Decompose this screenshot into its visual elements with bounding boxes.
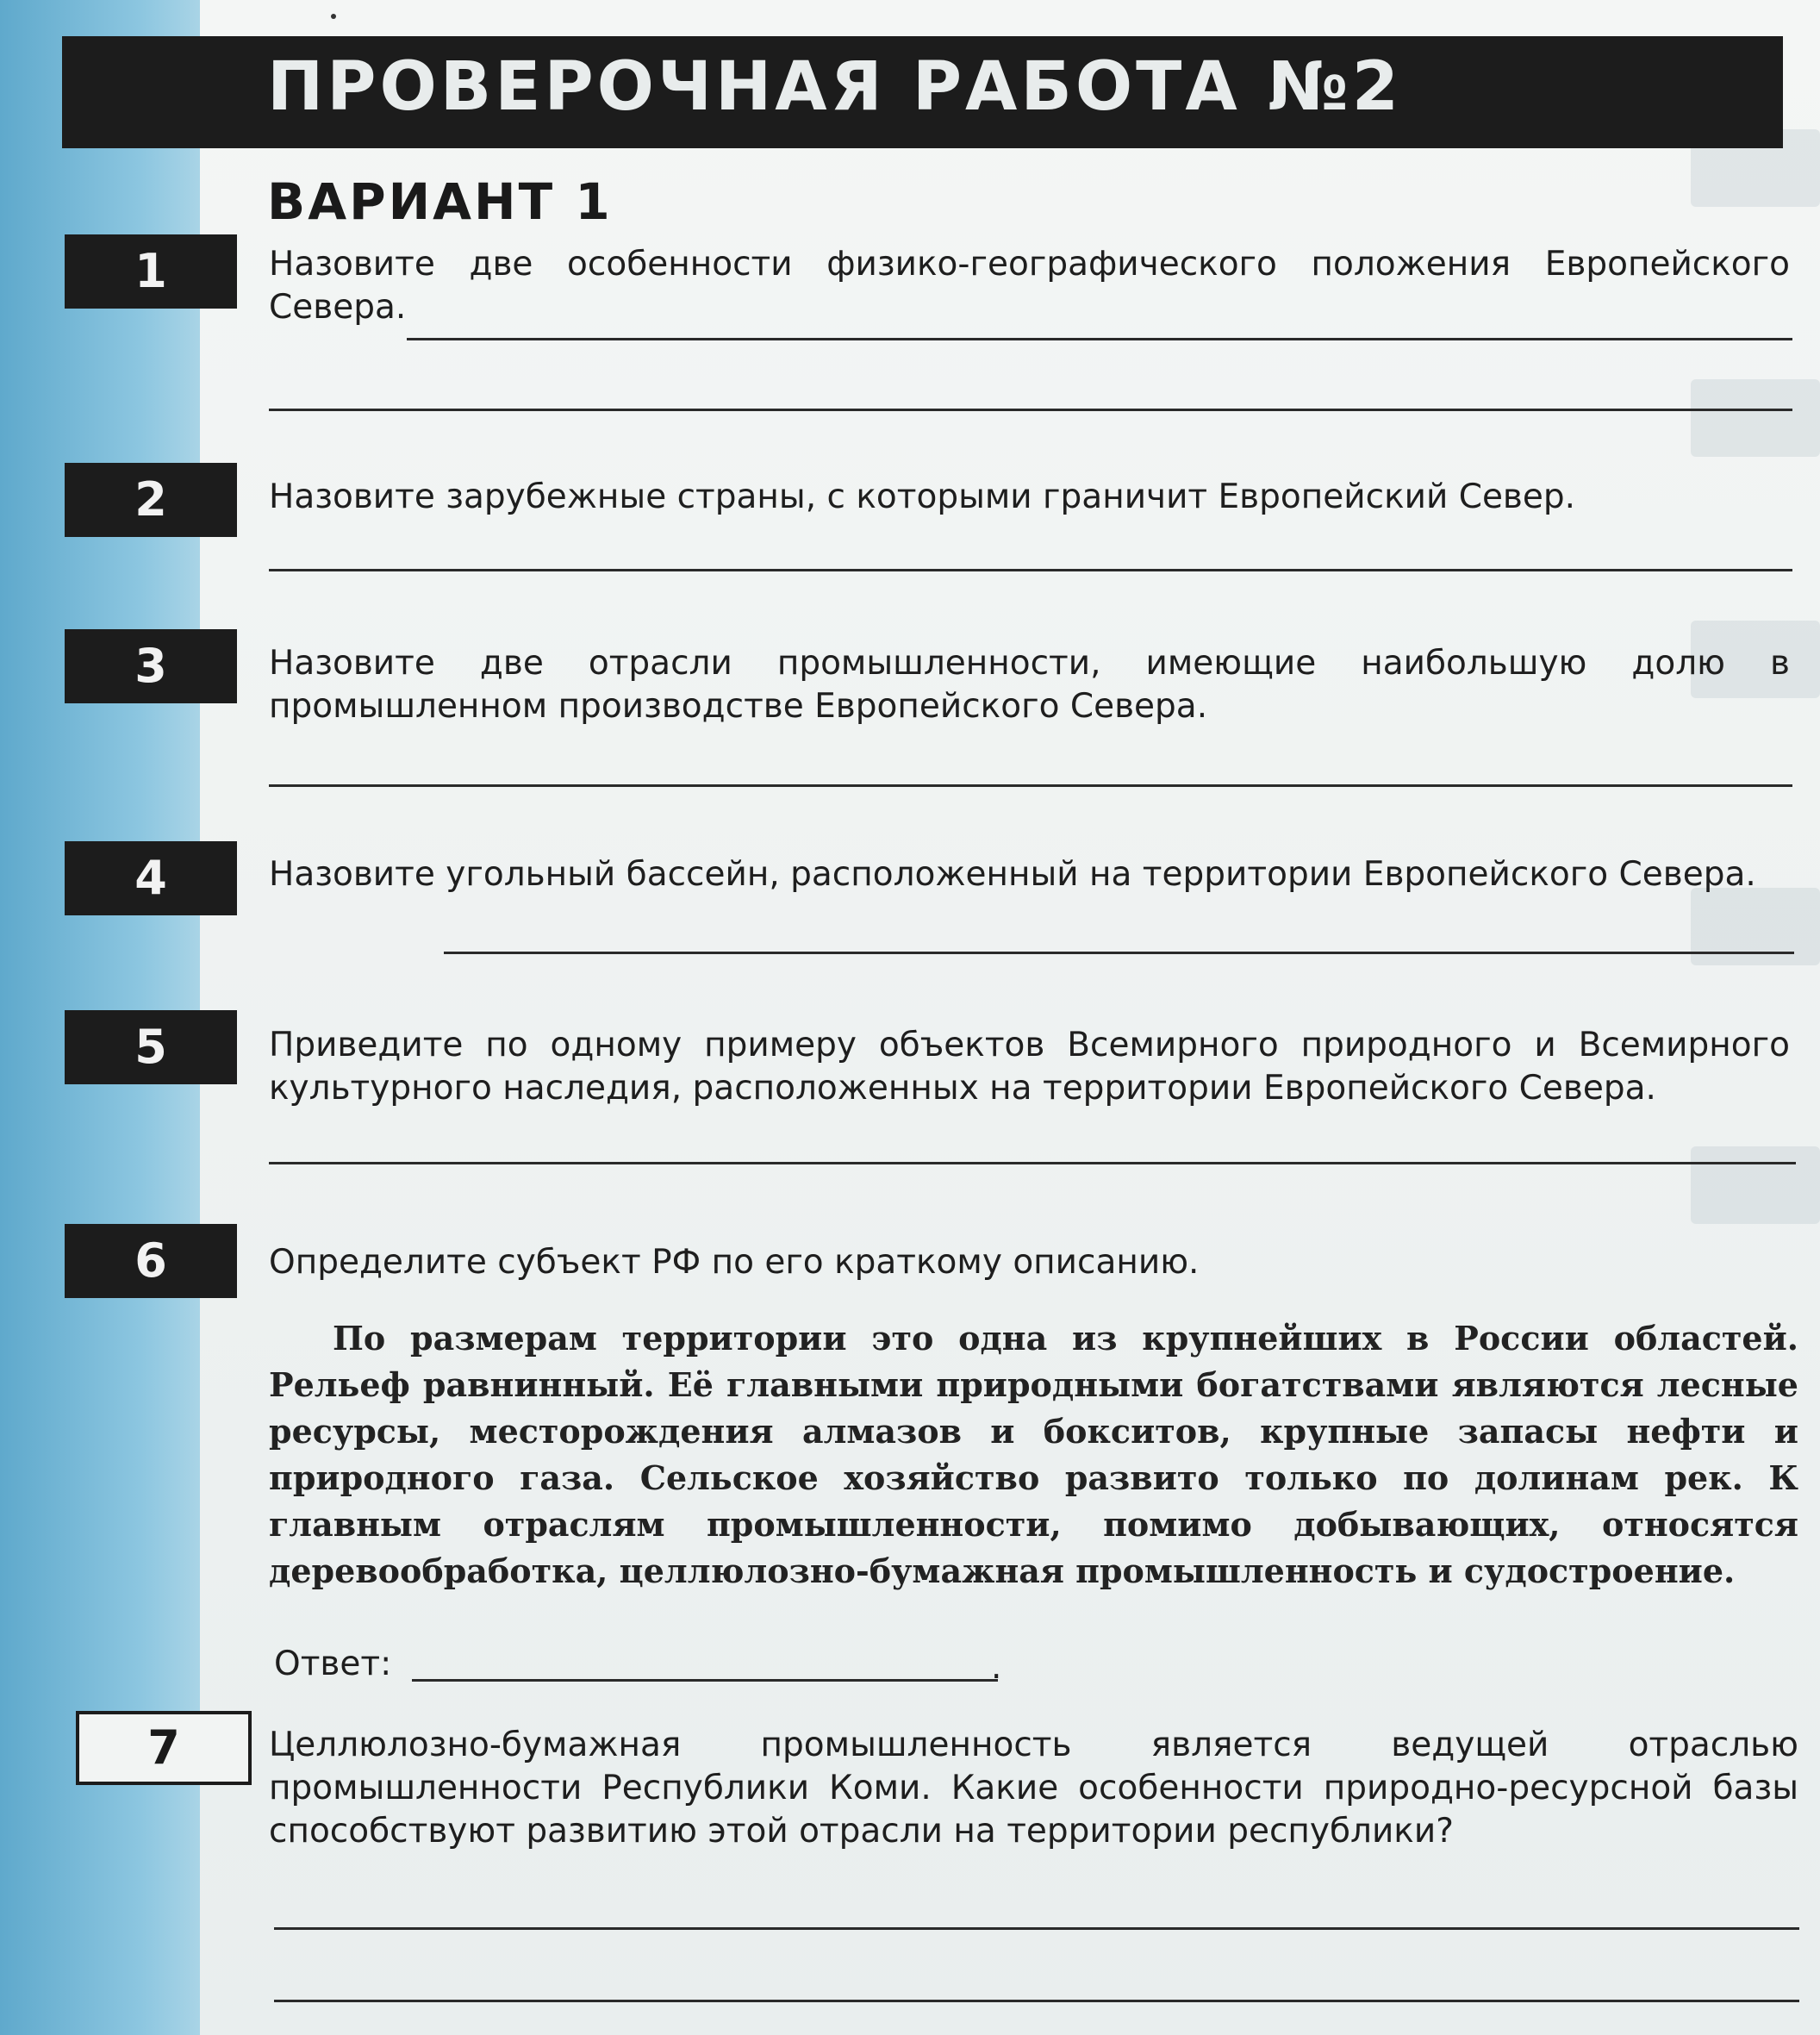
answer-line[interactable] — [444, 952, 1794, 954]
ink-dot — [331, 14, 336, 19]
answer-label: Ответ: — [274, 1645, 392, 1683]
question-text: Назовите зарубежные страны, с которыми граничит Европейский Север. — [269, 478, 1576, 516]
question-text: Определите субъект РФ по его краткому описанию. — [269, 1243, 1200, 1282]
question-number-badge: 2 — [65, 463, 237, 537]
bleed-through-box — [1691, 1146, 1820, 1224]
answer-period: . — [991, 1648, 1002, 1687]
question-number-badge: 3 — [65, 629, 237, 703]
answer-line[interactable] — [269, 784, 1792, 787]
answer-line[interactable] — [274, 1927, 1799, 1930]
variant-heading: ВАРИАНТ 1 — [267, 172, 613, 231]
answer-line[interactable] — [274, 2000, 1799, 2002]
question-text: Приведите по одному примеру объектов Всемирного природного и Всемирного культурного наследия, расположенных на территории Европейского Севера. — [269, 1026, 1790, 1108]
question-number-badge: 7 — [76, 1711, 252, 1785]
answer-line[interactable] — [407, 338, 1792, 340]
answer-line[interactable] — [269, 569, 1792, 571]
question-text: Целлюлозно-бумажная промышленность является ведущей отраслью промышленности Республики Коми. Какие особенности природно-ресурсной базы способствуют развитию этой отрасли на территории республики? — [269, 1726, 1798, 1851]
question-number-badge: 1 — [65, 234, 237, 309]
question-number-badge: 5 — [65, 1010, 237, 1084]
answer-line[interactable] — [269, 409, 1792, 411]
question-text: Назовите угольный бассейн, расположенный на территории Европейского Севера. — [269, 855, 1756, 894]
question-number-badge: 6 — [65, 1224, 237, 1298]
bleed-through-box — [1691, 379, 1820, 457]
question-number-badge: 4 — [65, 841, 237, 915]
answer-line[interactable] — [269, 1162, 1796, 1164]
answer-input-line[interactable] — [412, 1679, 998, 1682]
subject-description: По размерам территории это одна из крупнейших в России областей. Рельеф равнинный. Её главными природными богатствами являются лесные ресурсы, месторождения алмазов и бокситов, крупные запасы нефти и природного газа. Сельское хозяйство развито только по долинам рек. К главным отраслям промышленности, помимо добывающих, относятся деревообработка, целлюлозно-бумажная промышленность и судостроение. — [269, 1319, 1798, 1590]
page-title: ПРОВЕРОЧНАЯ РАБОТА №2 — [267, 48, 1402, 126]
question-text: Назовите две отрасли промышленности, имеющие наибольшую долю в промышленном производстве Европейского Севера. — [269, 644, 1790, 726]
question-text: Назовите две особенности физико-географического положения Европейского Севера. — [269, 245, 1790, 327]
